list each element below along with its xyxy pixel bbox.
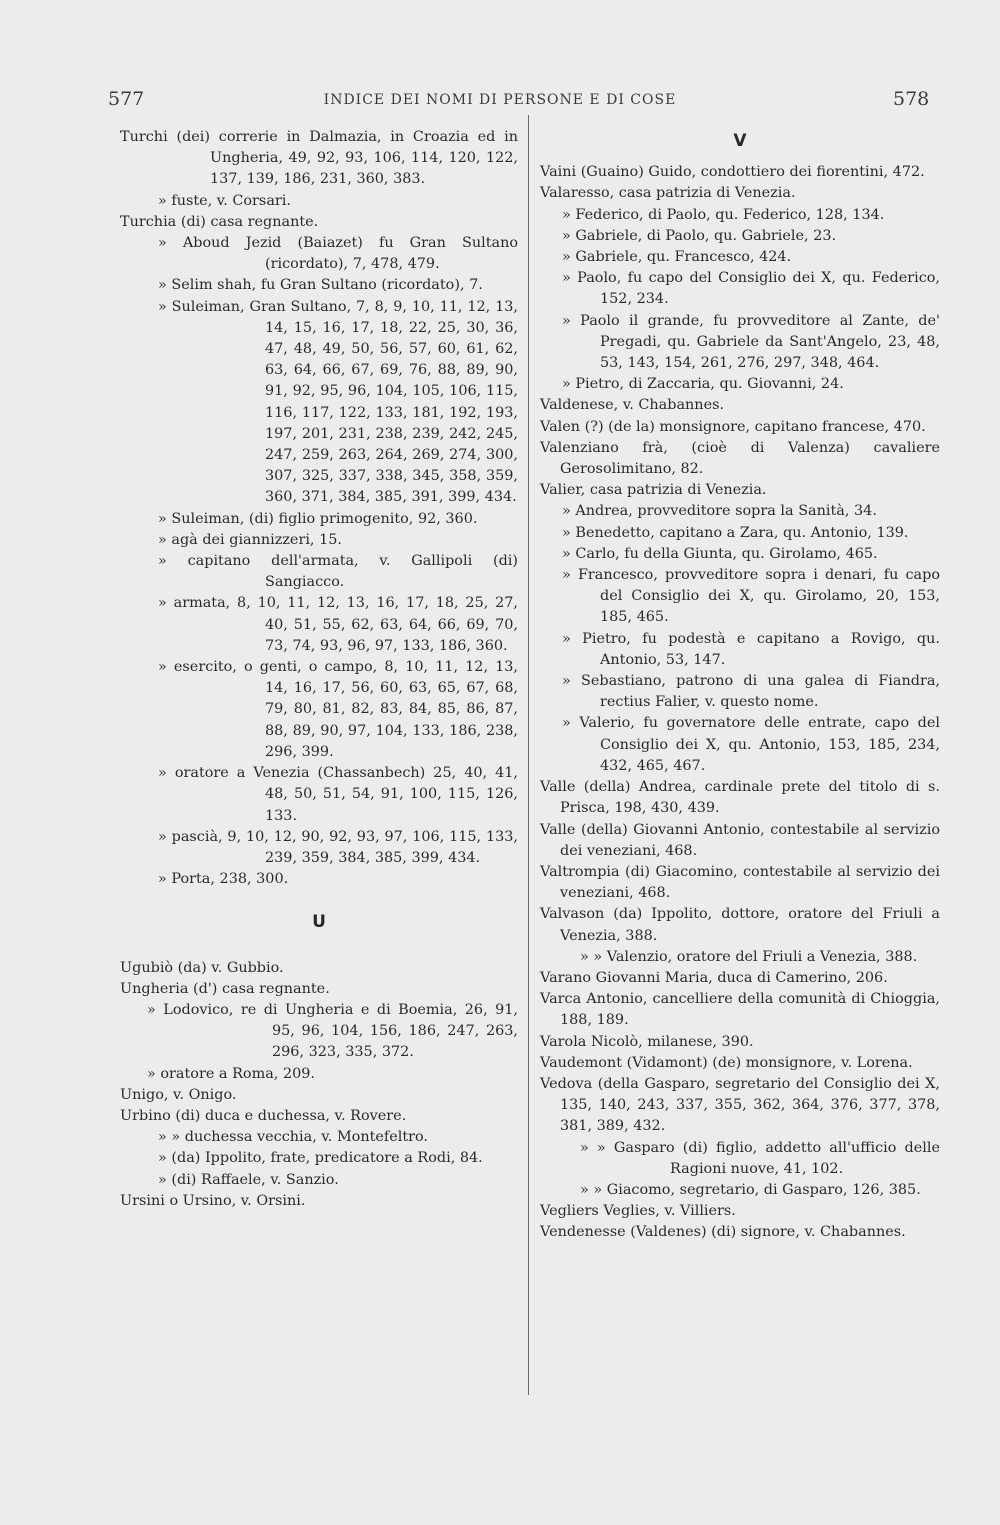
index-entry: Vedova (della Gasparo, segretario del Consiglio dei X, 135, 140, 243, 337, 355, 362, 364, 376, 377, 378, 381, 389, 432. (540, 1075, 940, 1135)
index-entry: » (di) Raffaele, v. Sanzio. (158, 1171, 339, 1188)
index-entry: » Suleiman, (di) figlio primogenito, 92, 360. (158, 510, 478, 527)
entries-v (540, 162, 940, 1243)
index-entry: Ugubiò (da) v. Gubbio. (120, 959, 284, 976)
entries-u (120, 958, 518, 1212)
section-letter-v: V (733, 131, 747, 151)
index-entry: » (da) Ippolito, frate, predicatore a Rodi, 84. (158, 1150, 483, 1167)
index-entry: » Francesco, provveditore sopra i denari, fu capo del Consiglio dei X, qu. Girolamo, 20, 153, 185, 465. (562, 567, 940, 626)
left-column (120, 127, 518, 1212)
index-entry: Varano Giovanni Maria, duca di Camerino, 206. (540, 969, 888, 986)
index-entry: Valle (della) Andrea, cardinale prete del titolo di s. Prisca, 198, 430, 439. (540, 779, 940, 817)
index-entry: » oratore a Venezia (Chassanbech) 25, 40, 41, 48, 50, 51, 54, 91, 100, 115, 126, 133. (158, 765, 518, 824)
index-entry: » Pietro, di Zaccaria, qu. Giovanni, 24. (562, 376, 844, 393)
index-entry: » esercito, o genti, o campo, 8, 10, 11, 12, 13, 14, 16, 17, 56, 60, 63, 65, 67, 68, 79, 80, 81, 82, 83, 84, 85, 86, 87, 88, 89, 90, 97, 104, 133, 186, 238, 296, 399. (158, 659, 518, 760)
index-entry: Ungheria (d') casa regnante. (120, 980, 330, 997)
index-entry: Valvason (da) Ippolito, dottore, oratore del Friuli a Venezia, 388. (540, 906, 940, 944)
index-entry: » pascià, 9, 10, 12, 90, 92, 93, 97, 106, 115, 133, 239, 359, 384, 385, 399, 434. (158, 828, 518, 866)
index-entry: » » Valenzio, oratore del Friuli a Venezia, 388. (580, 948, 918, 965)
index-entry: Unigo, v. Onigo. (120, 1086, 237, 1103)
index-entry: Varca Antonio, cancelliere della comunità di Chioggia, 188, 189. (540, 991, 940, 1029)
index-entry: » capitano dell'armata, v. Gallipoli (di) Sangiacco. (158, 553, 518, 591)
index-entry: Vendenesse (Valdenes) (di) signore, v. Chabannes. (540, 1224, 906, 1241)
index-entry: » Federico, di Paolo, qu. Federico, 128, 134. (562, 206, 885, 223)
index-entry: » Porta, 238, 300. (158, 871, 289, 888)
section-letter-u: U (312, 912, 326, 933)
index-entry: » fuste, v. Corsari. (158, 192, 291, 209)
index-entry: Turchia (di) casa regnante. (120, 213, 319, 230)
index-entry: » » Gasparo (di) figlio, addetto all'ufficio delle Ragioni nuove, 41, 102. (580, 1139, 940, 1177)
index-entry: » Gabriele, di Paolo, qu. Gabriele, 23. (562, 227, 837, 244)
index-entry: » Paolo il grande, fu provveditore al Zante, de' Pregadi, qu. Gabriele da Sant'Angelo, 23, 48, 53, 143, 154, 261, 276, 297, 348, 464. (562, 312, 940, 372)
index-entry: Valdenese, v. Chabannes. (540, 397, 725, 414)
index-entry: Turchi (dei) correrie in Dalmazia, in Croazia ed in Ungheria, 49, 92, 93, 106, 114, 120, 122, 137, 139, 186, 231, 360, 383. (120, 129, 518, 188)
index-entry: » Sebastiano, patrono di una galea di Fiandra, rectius Falier, v. questo nome. (562, 673, 940, 711)
index-entry: » Paolo, fu capo del Consiglio dei X, qu. Federico, 152, 234. (562, 270, 940, 308)
index-entry: Valtrompia (di) Giacomino, contestabile al servizio dei veneziani, 468. (540, 863, 940, 902)
index-entry: Valen (?) (de la) monsignore, capitano francese, 470. (540, 418, 926, 435)
index-entry: Vaudemont (Vidamont) (de) monsignore, v. Lorena. (540, 1054, 913, 1071)
index-entry: » Carlo, fu della Giunta, qu. Girolamo, 465. (562, 545, 878, 562)
index-entry: Urbino (di) duca e duchessa, v. Rovere. (120, 1107, 407, 1124)
index-entry: » Gabriele, qu. Francesco, 424. (562, 249, 792, 266)
index-entry: Vaini (Guaino) Guido, condottiero dei fiorentini, 472. (540, 164, 925, 181)
page-number-left: 577 (108, 88, 145, 110)
index-entry: » » duchessa vecchia, v. Montefeltro. (158, 1129, 428, 1146)
index-entry: Valaresso, casa patrizia di Venezia. (540, 185, 796, 202)
index-entry: » Aboud Jezid (Baiazet) fu Gran Sultano (ricordato), 7, 478, 479. (158, 235, 518, 273)
index-entry: Valle (della) Giovanni Antonio, contestabile al servizio dei veneziani, 468. (540, 821, 940, 859)
index-entry: Vegliers Veglies, v. Villiers. (540, 1203, 736, 1220)
page-number-right: 578 (893, 88, 930, 110)
index-entry: » Lodovico, re di Ungheria e di Boemia, 26, 91, 95, 96, 104, 156, 186, 247, 263, 296, 323, 335, 372. (147, 1001, 518, 1061)
right-column (540, 127, 940, 1244)
entries-t (120, 127, 518, 890)
index-entry: » Selim shah, fu Gran Sultano (ricordato), 7. (158, 277, 483, 294)
index-entry: » Suleiman, Gran Sultano, 7, 8, 9, 10, 11, 12, 13, 14, 15, 16, 17, 18, 22, 25, 30, 36, 47, 48, 49, 50, 56, 57, 60, 61, 62, 63, 64, 66, 67, 69, 76, 88, 89, 90, 91, 92, 95, 96, 104, 105, 106, 115, 116, 117, 122, 133, 181, 192, 193, 197, 201, 231, 238, 239, 242, 245, 247, 259, 263, 264, 269, 274, 300, 307, 325, 337, 338, 345, 358, 359, 360, 371, 384, 385, 391, 399, 434. (158, 298, 518, 506)
column-divider (528, 115, 529, 1395)
index-entry: » Pietro, fu podestà e capitano a Rovigo, qu. Antonio, 53, 147. (562, 630, 940, 668)
index-entry: » agà dei giannizzeri, 15. (158, 531, 342, 548)
index-entry: » armata, 8, 10, 11, 12, 13, 16, 17, 18, 25, 27, 40, 51, 55, 62, 63, 64, 66, 69, 70, 73, 74, 93, 96, 97, 133, 186, 360. (158, 595, 518, 654)
index-entry: » Valerio, fu governatore delle entrate, capo del Consiglio dei X, qu. Antonio, 153, 185, 234, 432, 465, 467. (562, 715, 940, 774)
index-entry: » oratore a Roma, 209. (147, 1065, 315, 1082)
index-entry: » Andrea, provveditore sopra la Sanità, 34. (562, 503, 877, 520)
running-head: INDICE DEI NOMI DI PERSONE E DI COSE (323, 92, 677, 108)
index-entry: » » Giacomo, segretario, di Gasparo, 126, 385. (580, 1181, 921, 1198)
index-entry: Ursini o Ursino, v. Orsini. (120, 1192, 306, 1209)
index-entry: Valier, casa patrizia di Venezia. (540, 482, 767, 499)
index-entry: Valenziano frà, (cioè di Valenza) cavaliere Gerosolimitano, 82. (540, 439, 940, 478)
index-entry: Varola Nicolò, milanese, 390. (540, 1033, 754, 1050)
index-entry: » Benedetto, capitano a Zara, qu. Antonio, 139. (562, 524, 909, 541)
